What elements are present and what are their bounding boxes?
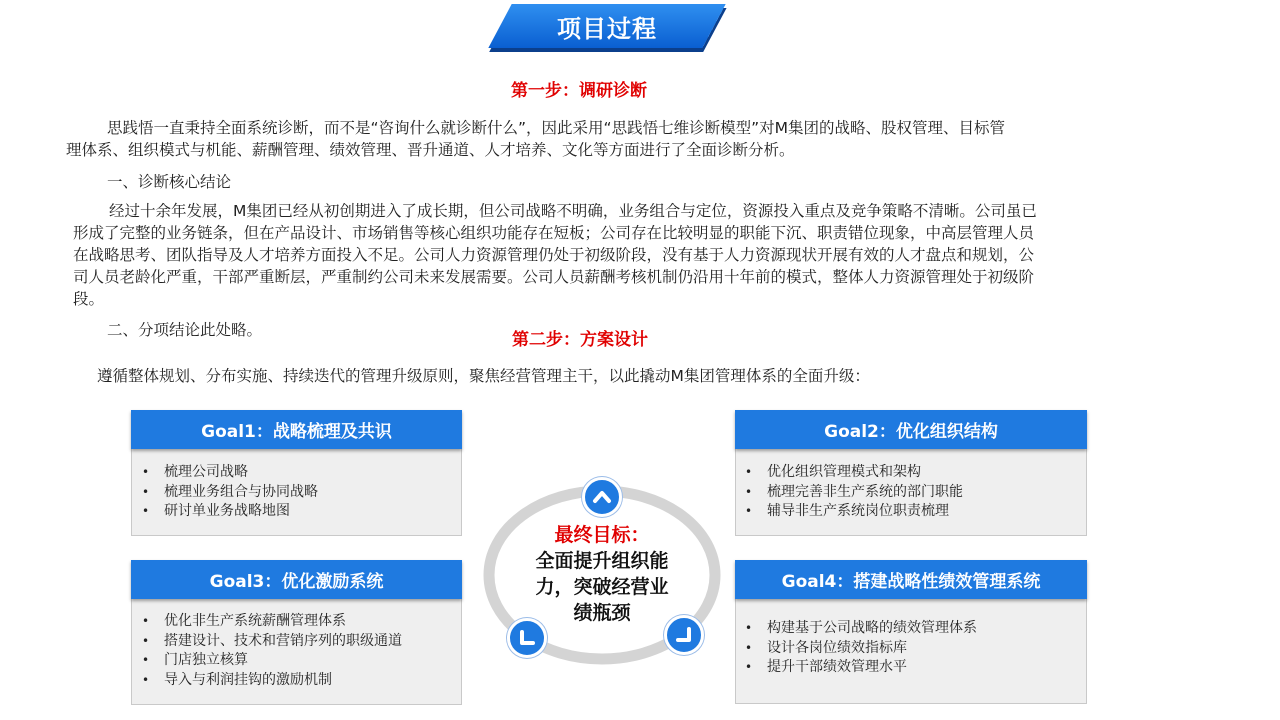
goal3-header: Goal3：优化激励系统 [131,560,462,599]
list-item: • 梳理公司战略 [134,463,318,483]
list-item: • 门店独立核算 [134,651,402,671]
step1-heading: 第一步：调研诊断 [511,81,647,101]
step1-intro-line1: 思践悟一直秉持全面系统诊断，而不是“咨询什么就诊断什么”，因此采用“思践悟七维诊断模型”对M集团的战略、股权管理、目标管 [107,119,1005,137]
center-goal-title: 最终目标： [554,524,650,546]
list-item: • 构建基于公司战略的绩效管理体系 [737,619,977,639]
conclusion-line: 形成了完整的业务链条，但在产品设计、市场销售等核心组织功能存在短板；公司存在比较明显的职能下沉、职责错位现象，中高层管理人员 [73,224,1035,242]
goal4-header: Goal4：搭建战略性绩效管理系统 [735,560,1087,599]
list-item: • 提升干部绩效管理水平 [737,658,977,678]
center-goal-line: 绩瓶颈 [573,602,631,624]
step2-intro: 遵循整体规划、分布实施、持续迭代的管理升级原则，聚焦经营管理主干，以此撬动M集团管理体系的全面升级： [97,367,870,385]
goal2-header: Goal2：优化组织结构 [735,410,1087,449]
list-item: • 设计各岗位绩效指标库 [737,639,977,659]
section2-title: 二、分项结论此处略。 [107,321,263,339]
conclusion-line: 在战略思考、团队指导及人才培养方面投入不足。公司人力资源管理仍处于初级阶段，没有基于人力资源现状开展有效的人才盘点和规划，公 [73,246,1035,264]
conclusion-line: 经过十余年发展，M集团已经从初创期进入了成长期，但公司战略不明确，业务组合与定位，资源投入重点及竞争策略不清晰。公司虽已 [109,202,1037,220]
list-item: • 梳理完善非生产系统的部门职能 [737,483,963,503]
goal4-list [737,619,977,678]
conclusion-line: 段。 [73,290,105,308]
list-item: • 辅导非生产系统岗位职责梳理 [737,502,963,522]
center-goal-line: 全面提升组织能 [535,550,669,572]
list-item: • 梳理业务组合与协同战略 [134,483,318,503]
step2-heading: 第二步：方案设计 [512,330,648,350]
goal1-list [134,463,318,522]
goal2-list [737,463,963,522]
step1-intro-line2: 理体系、组织模式与机能、薪酬管理、绩效管理、晋升通道、人才培养、文化等方面进行了全面诊断分析。 [66,141,795,159]
chevron-up-icon [582,477,622,517]
list-item: • 优化非生产系统薪酬管理体系 [134,612,402,632]
goal1-header: Goal1：战略梳理及共识 [131,410,462,449]
center-goal-label [512,522,692,626]
list-item: • 研讨单业务战略地图 [134,502,318,522]
list-item: • 搭建设计、技术和营销序列的职级通道 [134,632,402,652]
page-title: 项目过程 [557,14,657,43]
center-cycle [480,478,724,672]
conclusion-line: 司人员老龄化严重，干部严重断层，严重制约公司未来发展需要。公司人员薪酬考核机制仍沿用十年前的模式，整体人力资源管理处于初级阶 [73,268,1035,286]
section1-title: 一、诊断核心结论 [107,173,232,191]
goal3-list [134,612,402,690]
center-goal-line: 力，突破经营业 [535,576,669,598]
list-item: • 导入与利润挂钩的激励机制 [134,671,402,691]
list-item: • 优化组织管理模式和架构 [737,463,963,483]
